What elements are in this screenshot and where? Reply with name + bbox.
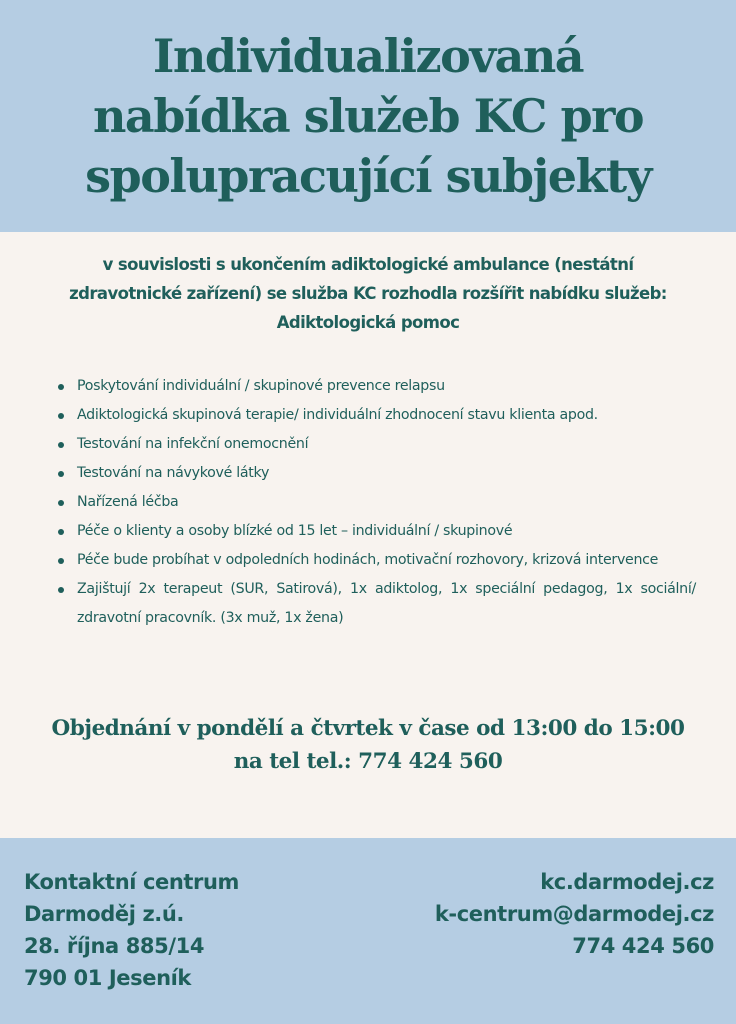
address-line: Darmoděj z.ú.: [24, 902, 184, 926]
intro-text: [20, 250, 716, 337]
list-item: [56, 517, 696, 546]
bullet-icon: [58, 558, 64, 564]
bullet-icon: [58, 413, 64, 419]
bullet-icon: [58, 587, 64, 593]
contact-block: [435, 866, 714, 962]
address-block: [24, 866, 239, 994]
list-item: [56, 372, 696, 401]
phone-text: 774 424 560: [572, 934, 714, 958]
list-item: [56, 459, 696, 488]
list-item: [56, 575, 696, 633]
footer-band: [0, 838, 736, 1024]
intro-line-2: zdravotnické zařízení) se služba KC rozhodla rozšířit nabídku služeb:: [69, 284, 667, 303]
address-line: 790 01 Jeseník: [24, 966, 191, 990]
address-line: 28. října 885/14: [24, 934, 205, 958]
title-line-2: nabídka služeb KC pro: [92, 89, 644, 143]
title-line-1: Individualizovaná: [152, 29, 584, 83]
list-item-text: Adiktologická skupinová terapie/ individuální zhodnocení stavu klienta apod.: [77, 407, 598, 423]
bullet-icon: [58, 471, 64, 477]
list-item: [56, 430, 696, 459]
list-item: [56, 488, 696, 517]
intro-line-1: v souvislosti s ukončením adiktologické ambulance (nestátní: [102, 255, 634, 274]
services-list: [56, 372, 696, 633]
list-item: [56, 546, 696, 575]
list-item-text: Péče bude probíhat v odpoledních hodinách, motivační rozhovory, krizová intervence: [77, 552, 659, 568]
order-line-1: Objednání v pondělí a čtvrtek v čase od 13:00 do 15:00: [51, 716, 685, 741]
intro-line-3: Adiktologická pomoc: [276, 313, 460, 332]
order-line-2: na tel tel.: 774 424 560: [233, 749, 503, 774]
list-item-text: Nařízená léčba: [77, 494, 179, 510]
title-line-3: spolupracující subjekty: [85, 149, 651, 203]
header-band: [0, 0, 736, 232]
list-item-text: Poskytování individuální / skupinové prevence relapsu: [77, 378, 445, 394]
email-text: k-centrum@darmodej.cz: [434, 902, 714, 926]
list-item: [56, 401, 696, 430]
bullet-icon: [58, 384, 64, 390]
website-text: kc.darmodej.cz: [540, 870, 714, 894]
list-item-text: Péče o klienty a osoby blízké od 15 let – individuální / skupinové: [77, 523, 513, 539]
bullet-icon: [58, 500, 64, 506]
bullet-icon: [58, 442, 64, 448]
list-item-text: Testování na návykové látky: [77, 465, 270, 481]
order-info: [0, 712, 736, 778]
bullet-icon: [58, 529, 64, 535]
list-item-text: Testování na infekční onemocnění: [77, 436, 309, 452]
address-line: Kontaktní centrum: [24, 870, 240, 894]
list-item-text: Zajištují 2x terapeut (SUR, Satirová), 1x adiktolog, 1x speciální pedagog, 1x sociální/ zdravotní pracovník. (3x muž, 1x žena): [77, 581, 696, 626]
